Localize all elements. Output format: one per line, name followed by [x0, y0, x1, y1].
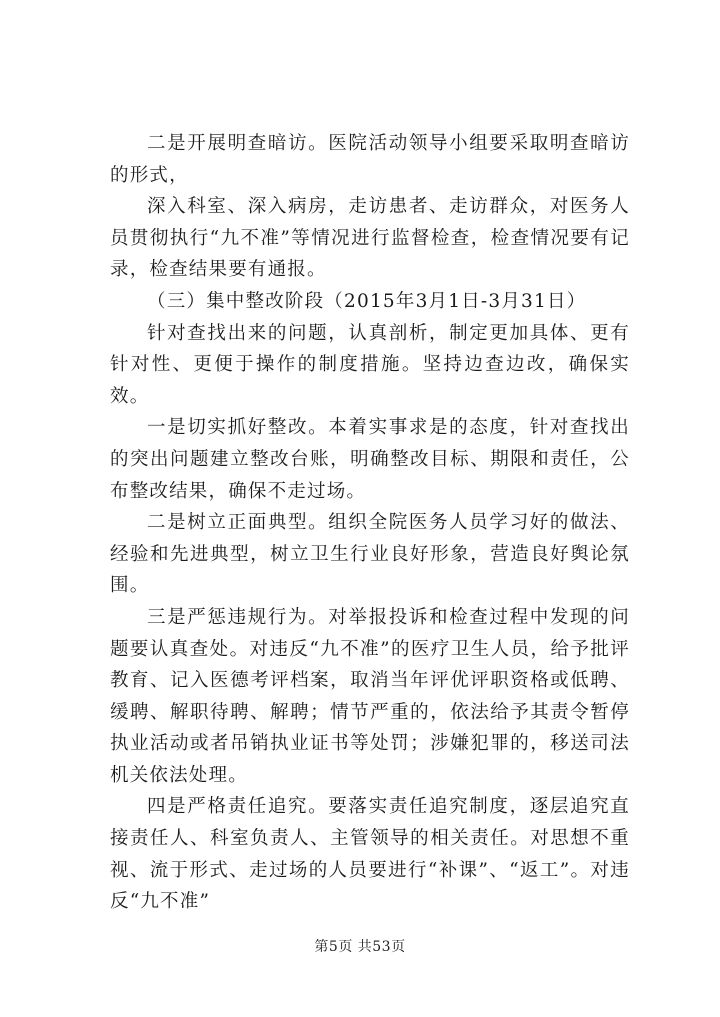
paragraph-inspection: 二是开展明查暗访。医院活动领导小组要采取明查暗访的形式，	[110, 133, 630, 186]
section-heading-rectification: （三）集中整改阶段（2015年3月1日-3月31日）	[147, 290, 587, 312]
paragraph-rectification-intro: 针对查找出来的问题，认真剖析，制定更加具体、更有针对性、更便于操作的制度措施。坚持边查边改，确保实效。	[110, 322, 630, 407]
paragraph-rectification-two: 二是树立正面典型。组织全院医务人员学习好的做法、经验和先进典型，树立卫生行业良好形象，营造良好舆论氛围。	[110, 512, 630, 597]
document-body	[110, 128, 630, 918]
paragraph-rectification-one: 一是切实抓好整改。本着实事求是的态度，针对查找出的突出问题建立整改台账，明确整改目标、期限和责任，公布整改结果，确保不走过场。	[110, 417, 630, 502]
paragraph-rectification-four: 四是严格责任追究。要落实责任追究制度，逐层追究直接责任人、科室负责人、主管领导的相关责任。对思想不重视、流于形式、走过场的人员要进行“补课”、“返工”。对违反“九不准”	[110, 796, 630, 913]
paragraph-inspection-detail: 深入科室、深入病房，走访患者、走访群众，对医务人员贯彻执行“九不准”等情况进行监督检查，检查情况要有记录，检查结果要有通报。	[110, 196, 630, 281]
paragraph-rectification-three: 三是严惩违规行为。对举报投诉和检查过程中发现的问题要认真查处。对违反“九不准”的医疗卫生人员，给予批评教育、记入医德考评档案，取消当年评优评职资格或低聘、缓聘、解职待聘、解聘；情节严重的，依法给予其责令暂停执业活动或者吊销执业证书等处罚；涉嫌犯罪的，移送司法机关依法处理。	[110, 606, 630, 786]
page-number-footer: 第5页 共53页	[314, 939, 406, 955]
